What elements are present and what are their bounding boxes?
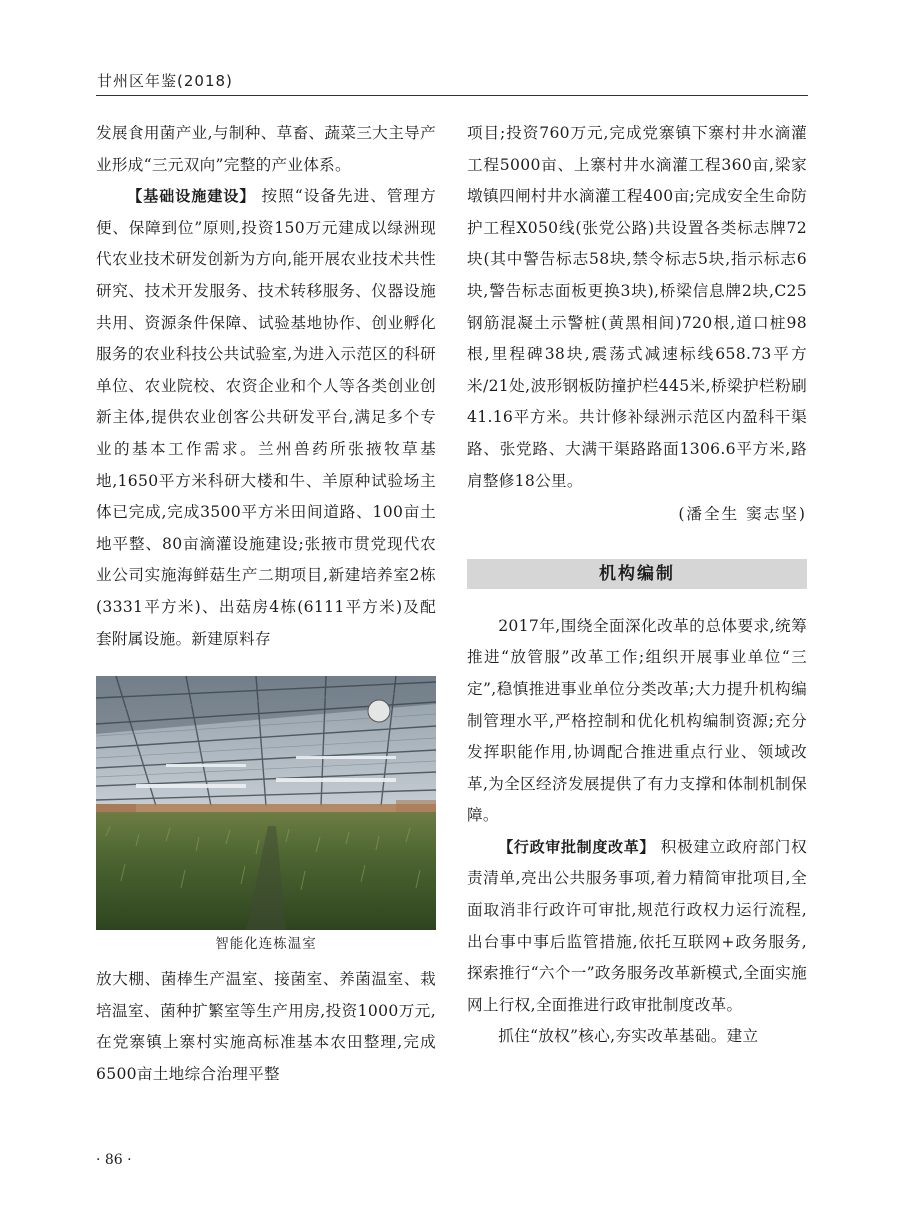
paragraph [467, 832, 807, 1022]
paragraph: 发展食用菌产业,与制种、草畜、蔬菜三大主导产业形成“三元双向”完整的产业体系。 [96, 124, 436, 174]
running-title: 甘州区年鉴(2018) [97, 72, 233, 90]
section-lead: 【基础设施建设】 [127, 187, 256, 206]
paragraph: 放大棚、菌棒生产温室、接菌室、养菌温室、栽培温室、菌种扩繁室等生产用房,投资1000万元,在党寨镇上寨村实施高标准基本农田整理,完成6500亩土地综合治理平整 [96, 970, 436, 1083]
left-column [96, 118, 436, 1090]
paragraph-body: 积极建立政府部门权责清单,亮出公共服务事项,着力精简审批项目,全面取消非行政许可审批,规范行政权力运行流程,出台事中事后监管措施,依托互联网+政务服务,探索推行“六个一”政务服务改革新模式,全面实施网上行权,全面推进行政审批制度改革。 [467, 837, 807, 1014]
paragraph: 2017年,围绕全面深化改革的总体要求,统筹推进“放管服”改革工作;组织开展事业单位“三定”,稳慎推进事业单位分类改革;大力提升机构编制管理水平,严格控制和优化机构编制资源;充分发挥职能作用,协调配合推进重点行业、领域改革,为全区经济发展提供了有力支撑和体制机制保障。 [467, 616, 807, 825]
right-column [467, 118, 807, 1053]
author-credit: (潘全生 窦志坚) [678, 505, 807, 524]
page-number: · 86 · [96, 1152, 132, 1168]
paragraph-body: 按照“设备先进、管理方便、保障到位”原则,投资150万元建成以绿洲现代农业技术研发创新为方向,能开展农业技术共性研究、技术开发服务、技术转移服务、仪器设施共用、资源条件保障、试验基地协作、创业孵化服务的农业科技公共试验室,为进入示范区的科研单位、农业院校、农资企业和个人等各类创业创新主体,提供农业创客公共研发平台,满足多个专业的基本工作需求。兰州兽药所张掖牧草基地,1650平方米科研大楼和牛、羊原种试验场主体已完成,完成3500平方米田间道路、100亩土地平整、80亩滴灌设施建设;张掖市贯党现代农业公司实施海鲜菇生产二期项目,新建培养室2栋(3331平方米)、出菇房4栋(6111平方米)及配套附属设施。新建原料存 [96, 187, 436, 648]
header-rule [96, 95, 808, 96]
paragraph: 抓住“放权”核心,夯实改革基础。建立 [498, 1027, 759, 1046]
photo-caption: 智能化连栋温室 [215, 936, 317, 953]
section-lead: 【行政审批制度改革】 [498, 837, 656, 856]
paragraph [96, 181, 436, 655]
paragraph: 项目;投资760万元,完成党寨镇下寨村井水滴灌工程5000亩、上寨村井水滴灌工程360亩,梁家墩镇四闸村井水滴灌工程400亩;完成安全生命防护工程X050线(张党公路)共设置各类标志牌72块(其中警告标志58块,禁令标志5块,指示标志6块,警告标志面板更换3块),桥梁信息牌2块,C25钢筋混凝土示警桩(黄黑相间)720根,道口桩98根,里程碑38块,震荡式减速标线658.73平方米/21处,波形钢板防撞护栏445米,桥梁护栏粉刷41.16平方米。共计修补绿洲示范区内盈科干渠路、张党路、大满干渠路路面1306.6平方米,路肩整修18公里。 [467, 124, 807, 490]
greenhouse-photo [96, 676, 436, 930]
section-heading: 机构编制 [467, 559, 807, 589]
